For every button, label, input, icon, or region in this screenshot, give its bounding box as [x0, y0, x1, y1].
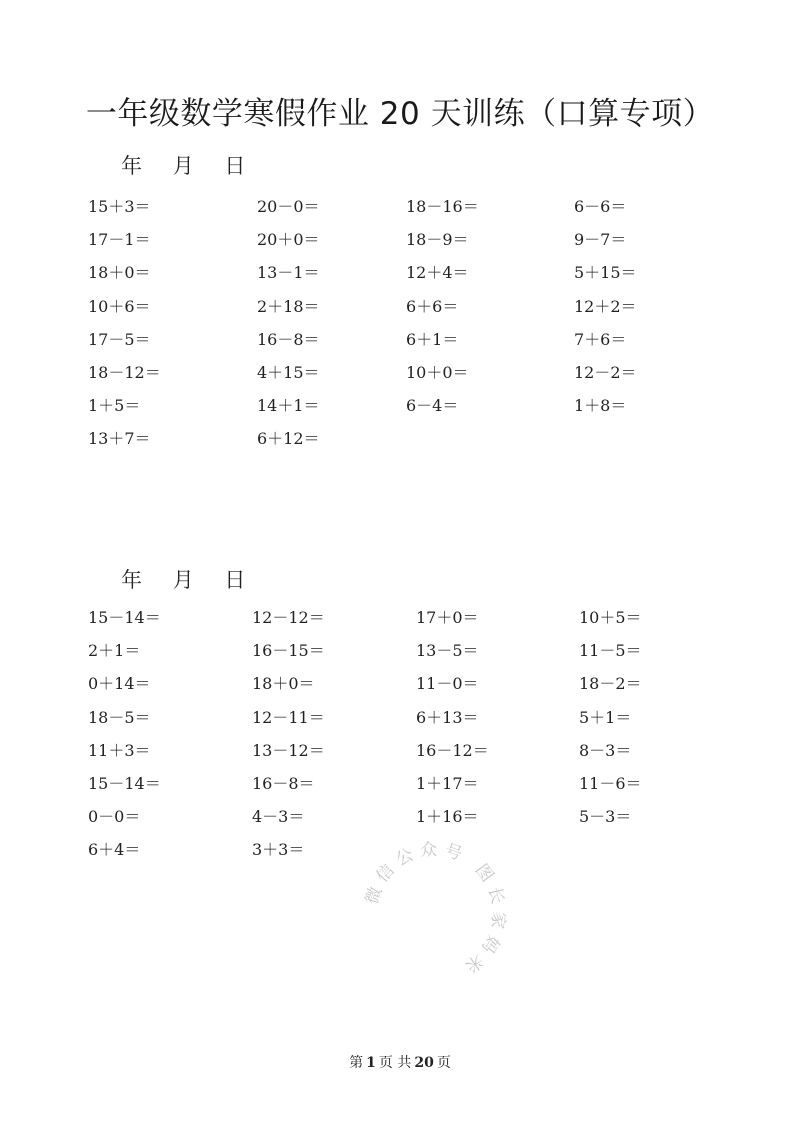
arithmetic-problem: 6－6＝ [574, 197, 627, 216]
arithmetic-problem: 16－8＝ [257, 329, 320, 349]
arithmetic-problem: 18＋0＝ [88, 263, 151, 283]
page-footer [0, 1052, 800, 1072]
arithmetic-problem: 12－12＝ [252, 608, 325, 627]
date-line-2 [121, 564, 269, 594]
arithmetic-problem: 16－12＝ [416, 740, 489, 760]
arithmetic-problem: 1＋17＝ [416, 774, 479, 793]
day-label: 日 [224, 568, 246, 592]
arithmetic-problem: 6＋4＝ [88, 840, 141, 860]
arithmetic-problem: 12＋2＝ [574, 296, 637, 316]
date-line-1 [121, 150, 269, 180]
arithmetic-problem: 10＋5＝ [579, 608, 642, 627]
arithmetic-problem: 13－5＝ [416, 641, 479, 661]
arithmetic-problem: 18＋0＝ [252, 674, 315, 694]
arithmetic-problem: 13＋7＝ [88, 429, 151, 449]
arithmetic-problem: 6＋1＝ [406, 329, 459, 349]
footer-suffix: 页 [436, 1055, 451, 1071]
arithmetic-problem: 7＋6＝ [574, 329, 627, 349]
footer-prefix: 第 [349, 1055, 364, 1071]
arithmetic-problem: 0－0＝ [88, 807, 141, 827]
month-label: 月 [172, 154, 194, 178]
footer-mid: 页 共 [378, 1055, 412, 1071]
arithmetic-problem: 1＋5＝ [88, 396, 141, 416]
svg-text:微信公众号 图长家妈米: 微信公众号 图长家妈米 [362, 839, 509, 980]
arithmetic-problem: 11－6＝ [579, 774, 642, 793]
arithmetic-problem: 13－1＝ [257, 263, 320, 283]
arithmetic-problem: 18－12＝ [88, 363, 161, 382]
arithmetic-problem: 17－5＝ [88, 329, 151, 349]
arithmetic-problem: 15－14＝ [88, 774, 161, 793]
arithmetic-problem: 18－5＝ [88, 707, 151, 727]
watermark-stamp [360, 838, 510, 988]
arithmetic-problem: 10＋0＝ [406, 363, 469, 382]
arithmetic-problem: 17－1＝ [88, 230, 151, 250]
arithmetic-problem: 0＋14＝ [88, 674, 151, 694]
arithmetic-problem: 5＋15＝ [574, 263, 637, 283]
arithmetic-problem: 1＋8＝ [574, 396, 627, 416]
page-title: 一年级数学寒假作业 20 天训练（口算专项） [85, 96, 715, 132]
arithmetic-problem: 6－4＝ [406, 396, 459, 416]
arithmetic-problem: 20－0＝ [257, 197, 320, 216]
arithmetic-problem: 14＋1＝ [257, 396, 320, 416]
arithmetic-problem: 15－14＝ [88, 608, 161, 627]
arithmetic-problem: 6＋13＝ [416, 707, 479, 727]
arithmetic-problem: 2＋18＝ [257, 296, 320, 316]
arithmetic-problem: 12＋4＝ [406, 263, 469, 283]
arithmetic-problem: 4－3＝ [252, 807, 305, 827]
arithmetic-problem: 13－12＝ [252, 740, 325, 760]
arithmetic-problem: 5－3＝ [579, 807, 632, 827]
arithmetic-problem: 12－11＝ [252, 707, 325, 727]
arithmetic-problem: 2＋1＝ [88, 641, 141, 661]
arithmetic-problem: 18－2＝ [579, 674, 642, 694]
arithmetic-problem: 18－9＝ [406, 230, 469, 250]
arithmetic-problem: 6＋6＝ [406, 296, 459, 316]
arithmetic-problem: 5＋1＝ [579, 707, 632, 727]
arithmetic-problem: 10＋6＝ [88, 296, 151, 316]
arithmetic-problem: 3＋3＝ [252, 840, 305, 860]
arithmetic-problem: 11－0＝ [416, 674, 479, 694]
arithmetic-problem: 9－7＝ [574, 230, 627, 250]
arithmetic-problem: 1＋16＝ [416, 807, 479, 827]
arithmetic-problem: 4＋15＝ [257, 363, 320, 382]
arithmetic-problem: 17＋0＝ [416, 608, 479, 627]
day-label: 日 [224, 154, 246, 178]
year-label: 年 [121, 568, 142, 592]
arithmetic-problem: 12－2＝ [574, 363, 637, 382]
year-label: 年 [121, 154, 142, 178]
arithmetic-problem: 16－8＝ [252, 774, 315, 793]
footer-total-pages: 20 [414, 1055, 434, 1071]
arithmetic-problem: 18－16＝ [406, 197, 479, 216]
arithmetic-problem: 11－5＝ [579, 641, 642, 661]
arithmetic-problem: 8－3＝ [579, 740, 632, 760]
arithmetic-problem: 6＋12＝ [257, 429, 320, 449]
footer-page-number: 1 [366, 1055, 376, 1071]
arithmetic-problem: 16－15＝ [252, 641, 325, 661]
arithmetic-problem: 20＋0＝ [257, 230, 320, 250]
arithmetic-problem: 15＋3＝ [88, 197, 151, 216]
arithmetic-problem: 11＋3＝ [88, 740, 151, 760]
month-label: 月 [172, 568, 194, 592]
